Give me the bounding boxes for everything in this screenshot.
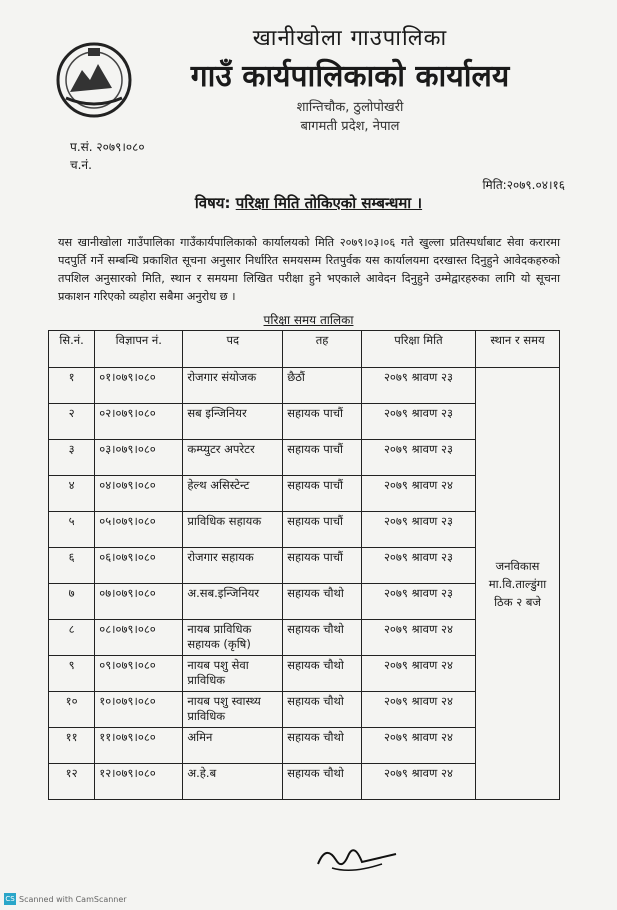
cell-advertisement: ०३।०७९।०८० [95, 440, 183, 476]
cell-exam-date: २०७९ श्रावण २३ [361, 404, 475, 440]
cell-exam-date: २०७९ श्रावण २४ [361, 728, 475, 764]
cell-serial: ५ [49, 512, 95, 548]
cell-level: सहायक पाचौं [283, 404, 362, 440]
cell-serial: ८ [49, 620, 95, 656]
cell-advertisement: ०७।०७९।०८० [95, 584, 183, 620]
cell-serial: ११ [49, 728, 95, 764]
cell-advertisement: १२।०७९।०८० [95, 764, 183, 800]
cell-level: सहायक चौथो [283, 656, 362, 692]
cell-advertisement: ०४।०७९।०८० [95, 476, 183, 512]
cell-post: नायब पशु स्वास्थ्य प्राविधिक [183, 692, 283, 728]
table-header-row [49, 331, 560, 368]
cell-advertisement: ०२।०७९।०८० [95, 404, 183, 440]
letter-number: प.सं. २०७९।०८० [70, 140, 145, 154]
government-emblem-icon [52, 40, 136, 120]
cell-post: अ.हे.ब [183, 764, 283, 800]
signature-icon [312, 834, 402, 878]
cell-exam-date: २०७९ श्रावण २४ [361, 692, 475, 728]
issue-date: मिति:२०७९.०४।१६ [482, 178, 565, 192]
cell-serial: १० [49, 692, 95, 728]
header-serial: सि.नं. [49, 331, 95, 368]
header-venue-time: स्थान र समय [476, 331, 560, 368]
scanner-watermark [4, 893, 127, 905]
cell-serial: ४ [49, 476, 95, 512]
cell-post: हेल्थ असिस्टेन्ट [183, 476, 283, 512]
cell-post: कम्प्युटर अपरेटर [183, 440, 283, 476]
cell-serial: १२ [49, 764, 95, 800]
camscanner-logo-icon: CS [5, 895, 15, 903]
cell-post: प्राविधिक सहायक [183, 512, 283, 548]
cell-exam-date: २०७९ श्रावण २३ [361, 584, 475, 620]
cell-exam-date: २०७९ श्रावण २४ [361, 656, 475, 692]
cell-level: छैठौं [283, 368, 362, 404]
office-name: गाउँ कार्यपालिकाको कार्यालय [190, 59, 510, 94]
table-title: परिक्षा समय तालिका [263, 313, 354, 327]
header-advertisement: विज्ञापन नं. [95, 331, 183, 368]
cell-serial: ९ [49, 656, 95, 692]
cell-venue-time: जनविकास मा.वि.ताल्डुंगा ठिक २ बजे [476, 368, 560, 800]
cell-advertisement: ०५।०७९।०८० [95, 512, 183, 548]
cell-level: सहायक पाचौं [283, 548, 362, 584]
cell-serial: ६ [49, 548, 95, 584]
municipality-name: खानीखोला गाउपालिका [252, 26, 448, 51]
cell-serial: १ [49, 368, 95, 404]
cell-serial: २ [49, 404, 95, 440]
cell-advertisement: १०।०७९।०८० [95, 692, 183, 728]
subject-line [0, 193, 617, 213]
notice-body: यस खानीखोला गाउँपालिका गाउँकार्यपालिकाको कार्यालयको मिति २०७९।०३।०६ गते खुल्ला प्रतिस्पर्धाबाट सेवा करारमा पदपुर्ति गर्ने सम्बन्धि प्रकाशित सूचना अनुसार निर्धारित समयसम्म रितपुर्वक यस कार्यालयमा दरखास्त दिनुहुने आवेदकहरुको तपशिल अनुसारको मिति, स्थान र समयमा लिखित परीक्षा हुने भएकाले आवेदन दिनुहुने उम्मेद्वारहरुका लागि यो सूचना प्रकाशन गरिएको व्यहोरा सबैमा अनुरोध छ । [58, 236, 560, 303]
cell-level: सहायक पाचौं [283, 440, 362, 476]
cell-exam-date: २०७९ श्रावण २३ [361, 512, 475, 548]
subject-title: परिक्षा मिति तोकिएको सम्बन्धमा । [235, 194, 423, 212]
cell-level: सहायक चौथो [283, 728, 362, 764]
cell-post: अ.सब.इन्जिनियर [183, 584, 283, 620]
address-line-1: शान्तिचौक, ठुलोपोखरी [296, 100, 404, 115]
cell-post: नायब पशु सेवा प्राविधिक [183, 656, 283, 692]
cell-level: सहायक पाचौं [283, 476, 362, 512]
cell-serial: ७ [49, 584, 95, 620]
address-line-2: बागमती प्रदेश, नेपाल [300, 119, 400, 134]
cell-exam-date: २०७९ श्रावण २४ [361, 620, 475, 656]
exam-schedule-table [48, 330, 560, 800]
cell-post: रोजगार सहायक [183, 548, 283, 584]
dispatch-number: च.नं. [70, 158, 92, 172]
cell-exam-date: २०७९ श्रावण २३ [361, 440, 475, 476]
cell-advertisement: ०६।०७९।०८० [95, 548, 183, 584]
scanner-text: Scanned with CamScanner [19, 894, 127, 904]
cell-post: सब इन्जिनियर [183, 404, 283, 440]
cell-post: अमिन [183, 728, 283, 764]
header-exam-date: परिक्षा मिति [361, 331, 475, 368]
cell-level: सहायक चौथो [283, 584, 362, 620]
cell-post: रोजगार संयोजक [183, 368, 283, 404]
cell-level: सहायक चौथो [283, 620, 362, 656]
cell-exam-date: २०७९ श्रावण २४ [361, 476, 475, 512]
office-header [170, 22, 530, 134]
cell-level: सहायक पाचौं [283, 512, 362, 548]
header-post: पद [183, 331, 283, 368]
cell-advertisement: ०८।०७९।०८० [95, 620, 183, 656]
subject-label: विषय: [194, 194, 231, 212]
cell-level: सहायक चौथो [283, 692, 362, 728]
cell-advertisement: ०१।०७९।०८० [95, 368, 183, 404]
table-row [49, 368, 560, 404]
cell-advertisement: ११।०७९।०८० [95, 728, 183, 764]
cell-advertisement: ०९।०७९।०८० [95, 656, 183, 692]
cell-exam-date: २०७९ श्रावण २४ [361, 764, 475, 800]
cell-exam-date: २०७९ श्रावण २३ [361, 368, 475, 404]
cell-exam-date: २०७९ श्रावण २३ [361, 548, 475, 584]
header-level: तह [283, 331, 362, 368]
cell-level: सहायक चौथो [283, 764, 362, 800]
cell-post: नायब प्राविधिक सहायक (कृषि) [183, 620, 283, 656]
cell-serial: ३ [49, 440, 95, 476]
